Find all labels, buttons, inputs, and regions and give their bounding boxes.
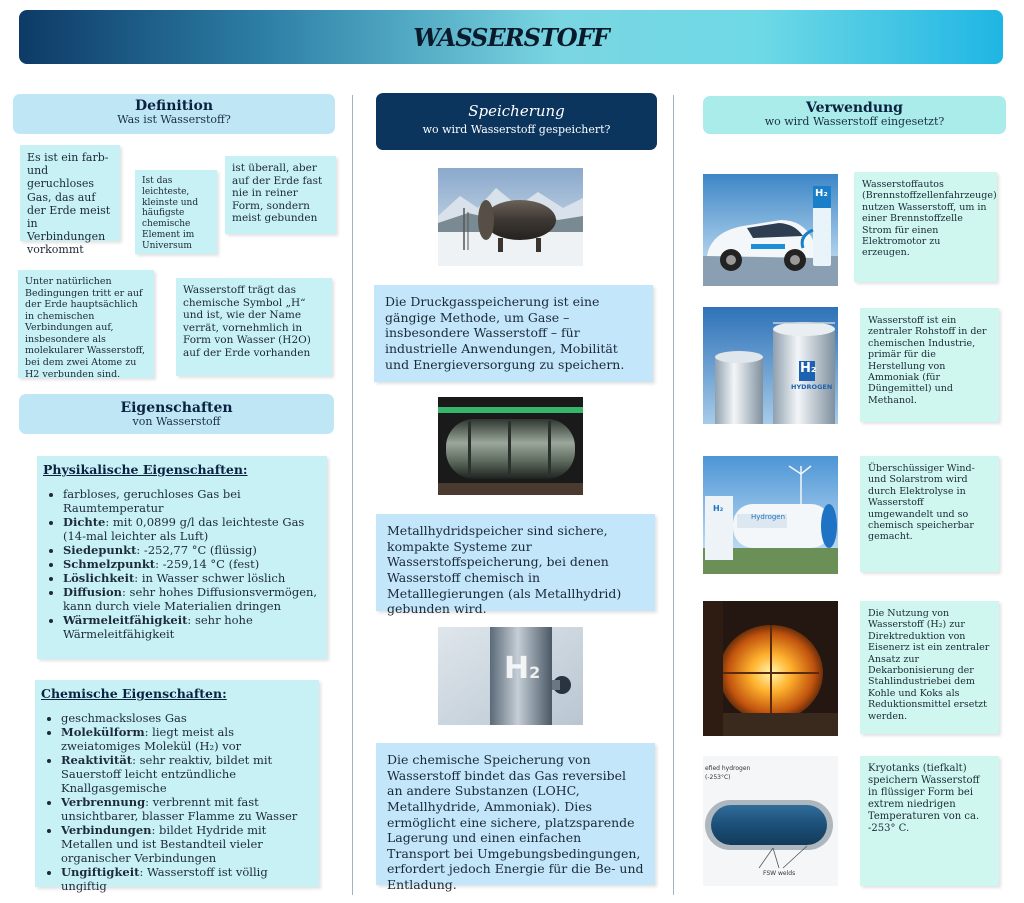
speicherung-title: Speicherung xyxy=(468,102,565,120)
list-item: • Verbindungen: bildet Hydride mit Metallen und ist Bestandteil vieler organischer Verbindungen xyxy=(61,823,313,865)
list-item: • Reaktivität: sehr reaktiv, bildet mit Sauerstoff leicht entzündliche Knallgasgemische xyxy=(61,753,313,795)
list-item: • farbloses, geruchloses Gas bei Raumtemperatur xyxy=(63,487,321,515)
h2-pipe-image xyxy=(438,627,583,725)
verwendung-title: Verwendung xyxy=(806,100,903,116)
h2-symbol: H2 xyxy=(504,651,541,686)
speicherung-text-1: Die Druckgasspeicherung ist eine gängige Methode, um Gase – insbesondere Wasserstoff – für industrielle Anwendungen, Mobilität und Energieversorgung zu speichern. xyxy=(374,285,653,382)
list-item: • Löslichkeit: in Wasser schwer löslich xyxy=(63,571,321,585)
definition-note-3: ist überall, aber auf der Erde fast nie in reiner Form, sondern meist gebunden xyxy=(225,156,336,234)
definition-note-1: Es ist ein farb- und geruchloses Gas, das auf der Erde meist in Verbindungen vorkommt xyxy=(20,145,120,241)
tank-label-1: efied hydrogen xyxy=(705,765,751,772)
verwendung-text-4: Die Nutzung von Wasserstoff (H₂) zur Direktreduktion von Eisenerz ist ein zentraler Ansatz zur Dekarbonisierung der Stahlindustriebei dem Kohle und Koks als Reduktionsmittel ersetzt werden. xyxy=(860,601,999,734)
eigenschaften-subtitle: von Wasserstoff xyxy=(132,414,221,428)
verwendung-subtitle: wo wird Wasserstoff eingesetzt? xyxy=(764,114,945,128)
eigenschaften-header xyxy=(19,394,334,434)
hydrogen-silos-image xyxy=(703,307,838,424)
tank-label-3: FSW welds xyxy=(763,870,796,877)
verwendung-text-1: Wasserstoffautos (Brennstoffzellenfahrzeuge) nutzen Wasserstoff, um in einer Brennstoffzelle Strom für einen Elektromotor zu erzeugen. xyxy=(854,172,997,282)
list-item: • Ungiftigkeit: Wasserstoff ist völlig ungiftig xyxy=(61,865,313,893)
verwendung-text-2: Wasserstoff ist ein zentraler Rohstoff in der chemischen Industrie, primär für die Herstellung von Ammoniak (für Düngemittel) und Methanol. xyxy=(860,308,999,422)
list-item: • Dichte: mit 0,0899 g/l das leichteste Gas (14-mal leichter als Luft) xyxy=(63,515,321,543)
physical-properties-card xyxy=(37,456,327,659)
car-badge: H₂ xyxy=(815,188,828,199)
chemical-properties-list xyxy=(41,711,313,893)
page-title: WASSERSTOFF xyxy=(413,22,609,52)
column-divider-left xyxy=(352,95,353,895)
plant-badge-h2: H₂ xyxy=(713,504,724,513)
eigenschaften-title: Eigenschaften xyxy=(120,400,233,416)
verwendung-text-5: Kryotanks (tiefkalt) speichern Wasserstoff in flüssiger Form bei extrem niedrigen Temperaturen von ca. -253° C. xyxy=(860,756,999,886)
speicherung-text-3: Die chemische Speicherung von Wasserstoff bindet das Gas reversibel an andere Substanzen (LOHC, Metallhydride, Ammoniak). Dies ermöglicht eine sichere, platzsparende Lagerung und einen einfachen Transport bei Umgebungsbedingungen, erfordert jedoch Energie für die Be- und Entladung. xyxy=(376,743,655,885)
definition-note-5: Wasserstoff trägt das chemische Symbol „H“ und ist, wie der Name verrät, vornehmlich in Form von Wasser (H2O) auf der Erde vorhanden xyxy=(176,278,332,376)
definition-header xyxy=(13,94,335,134)
metal-hydride-image xyxy=(438,397,583,495)
speicherung-text-2: Metallhydridspeicher sind sichere, kompakte Systeme zur Wasserstoffspeicherung, bei denen Wasserstoff chemisch in Metalllegierungen (als Metallhydrid) gebunden wird. xyxy=(376,514,655,611)
list-item: • geschmacksloses Gas xyxy=(61,711,313,725)
steel-furnace-image xyxy=(703,601,838,736)
silo-badge-h2: H₂ xyxy=(800,361,817,376)
verwendung-text-3: Überschüssiger Wind- und Solarstrom wird durch Elektrolyse in Wasserstoff umgewandelt und so chemisch speicherbar gemacht. xyxy=(860,456,999,572)
plant-label: Hydrogen xyxy=(751,513,786,521)
list-item: • Diffusion: sehr hohes Diffusionsvermögen, kann durch viele Materialien dringen xyxy=(63,585,321,613)
definition-note-4: Unter natürlichen Bedingungen tritt er auf der Erde hauptsächlich in chemischen Verbindungen auf, insbesondere als molekularer Wasserstoff, bei dem zwei Atome zu H2 verbunden sind. xyxy=(18,270,154,378)
list-item: • Wärmeleitfähigkeit: sehr hohe Wärmeleitfähigkeit xyxy=(63,613,321,641)
pressure-tank-image xyxy=(438,168,583,266)
electrolysis-plant-image xyxy=(703,456,838,574)
chemical-properties-card xyxy=(35,680,319,894)
definition-title: Definition xyxy=(134,98,214,114)
physical-properties-heading: Physikalische Eigenschaften: xyxy=(43,462,248,477)
silo-label: HYDROGEN xyxy=(791,383,833,391)
chemical-properties-heading: Chemische Eigenschaften: xyxy=(41,686,227,701)
list-item: • Siedepunkt: -252,77 °C (flüssig) xyxy=(63,543,321,557)
hydrogen-car-image xyxy=(703,174,838,286)
list-item: • Schmelzpunkt: -259,14 °C (fest) xyxy=(63,557,321,571)
verwendung-header xyxy=(703,96,1006,134)
cryotank-image xyxy=(703,756,838,886)
speicherung-subtitle: wo wird Wasserstoff gespeichert? xyxy=(422,122,611,136)
speicherung-header xyxy=(376,93,657,150)
column-divider-right xyxy=(673,95,674,895)
list-item: • Verbrennung: verbrennt mit fast unsichtbarer, blasser Flamme zu Wasser xyxy=(61,795,313,823)
physical-properties-list xyxy=(43,487,321,641)
tank-label-2: (-253°C) xyxy=(705,774,731,781)
definition-note-2: Ist das leichteste, kleinste und häufigste chemische Element im Universum xyxy=(135,170,217,254)
list-item: • Molekülform: liegt meist als zweiatomiges Molekül (H₂) vor xyxy=(61,725,313,753)
title-banner xyxy=(19,10,1003,64)
definition-subtitle: Was ist Wasserstoff? xyxy=(117,112,231,126)
